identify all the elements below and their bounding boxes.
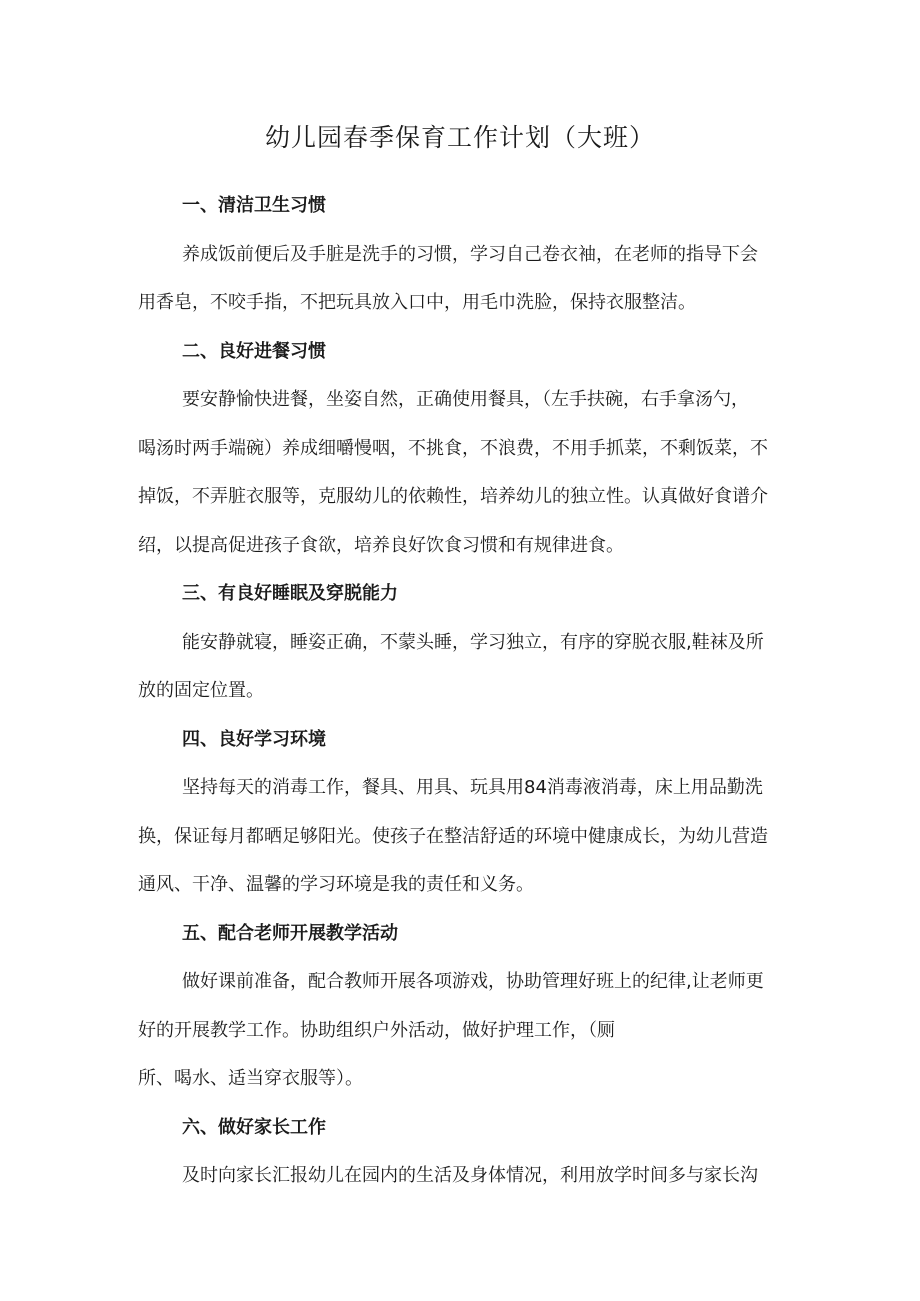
section-heading: 一、清洁卫生习惯: [182, 195, 326, 216]
section-environment: [138, 716, 786, 910]
section-sleep: [138, 570, 786, 716]
section-heading: 二、良好进餐习惯: [182, 340, 326, 362]
paragraph-line: 绍，以提高促进孩子食欲，培养良好饮食习惯和有规律进食。: [138, 534, 624, 556]
paragraph-line: 喝汤时两手端碗）养成细嚼慢咽，不挑食，不浪费，不用手抓菜，不剩饭菜，不: [138, 437, 768, 459]
section-paragraph: [138, 1152, 786, 1201]
section-paragraph: [138, 619, 786, 716]
paragraph-line: 能安静就寝，睡姿正确，不蒙头睡，学习独立，有序的穿脱衣服,鞋袜及所: [182, 631, 764, 653]
document-body: [138, 182, 786, 1201]
section-heading: 五、配合老师开展教学活动: [182, 922, 398, 944]
paragraph-line: 养成饭前便后及手脏是洗手的习惯，学习自己卷衣袖，在老师的指导下会: [182, 243, 758, 265]
section-heading: 四、良好学习环境: [182, 728, 326, 750]
section-parents: [138, 1104, 786, 1201]
section-dining: [138, 328, 786, 571]
paragraph-line: 所、喝水、适当穿衣服等）。: [138, 1068, 363, 1089]
document-title: 幼儿园春季保育工作计划（大班）: [264, 123, 655, 152]
section-teaching: [138, 910, 786, 1104]
section-paragraph: [138, 231, 786, 328]
paragraph-line: 放的固定位置。: [138, 680, 264, 701]
paragraph-line: 通风、干净、温馨的学习环境是我的责任和义务。: [138, 874, 534, 895]
paragraph-line: 换，保证每月都晒足够阳光。使孩子在整洁舒适的环境中健康成长，为幼儿营造: [138, 825, 768, 847]
paragraph-line: 好的开展教学工作。协助组织户外活动，做好护理工作，（厕: [138, 1019, 615, 1041]
section-paragraph: [138, 376, 786, 570]
paragraph-line: 及时向家长汇报幼儿在园内的生活及身体情况，利用放学时间多与家长沟: [182, 1165, 758, 1186]
section-heading: 六、做好家长工作: [182, 1116, 326, 1138]
section-paragraph: [138, 958, 786, 1104]
paragraph-line: 用香皂，不咬手指，不把玩具放入口中，用毛巾洗脸，保持衣服整洁。: [138, 292, 696, 313]
paragraph-line: 坚持每天的消毒工作，餐具、用具、玩具用84消毒液消毒，床上用品勤洗: [182, 777, 763, 798]
paragraph-line: 做好课前准备，配合教师开展各项游戏，协助管理好班上的纪律,让老师更: [182, 971, 764, 992]
paragraph-line: 要安静愉快进餐，坐姿自然，正确使用餐具，（左手扶碗，右手拿汤勺，: [182, 389, 749, 410]
paragraph-line: 掉饭，不弄脏衣服等，克服幼儿的依赖性，培养幼儿的独立性。认真做好食谱介: [138, 486, 768, 507]
section-heading: 三、有良好睡眠及穿脱能力: [182, 583, 398, 604]
section-hygiene: [138, 182, 786, 328]
section-paragraph: [138, 764, 786, 910]
